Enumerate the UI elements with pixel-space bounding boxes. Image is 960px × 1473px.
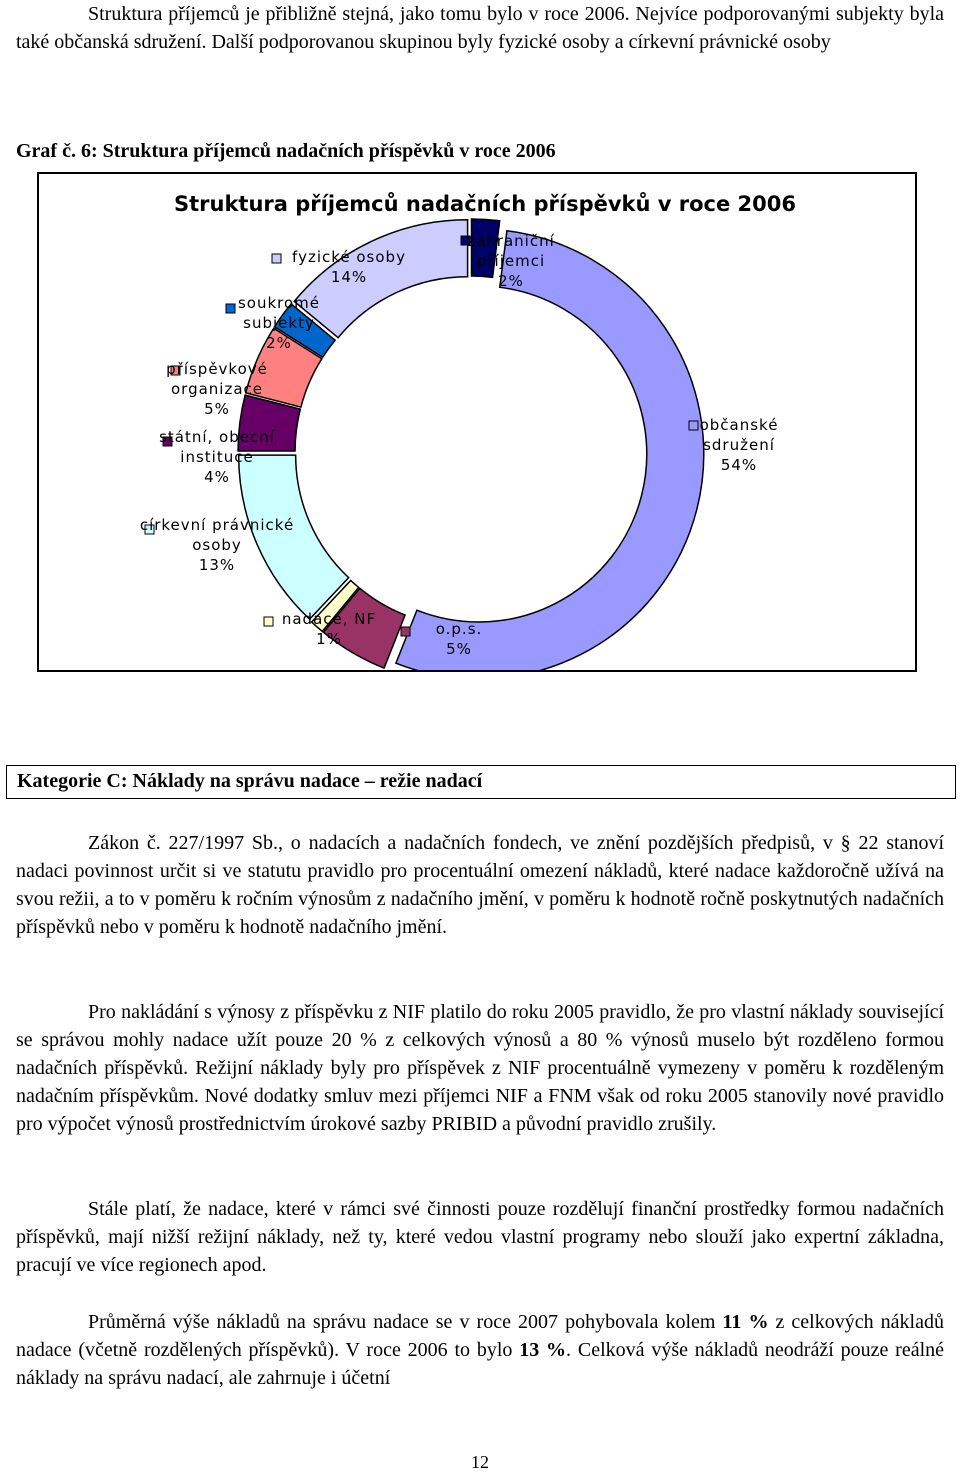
p4-value-2006: 13 %: [519, 1339, 567, 1361]
slice-label-5: státní, obecní: [159, 428, 275, 446]
slice-label-0: zahraniční: [467, 232, 555, 250]
graph-caption: Graf č. 6: Struktura příjemců nadačních příspěvků v roce 2006: [16, 140, 556, 162]
data-label-6: 5%: [204, 400, 230, 418]
data-label-1: 54%: [720, 456, 758, 474]
slice-label-8: fyzické osoby: [292, 248, 406, 266]
slice-label-7: soukromé: [237, 294, 321, 312]
slice-label-2: o.p.s.: [435, 620, 483, 638]
intro-paragraph: Struktura příjemců je přibližně stejná, jako tomu bylo v roce 2006. Nejvíce podporovanými subjekty byla také občanská sdružení. Další podporovanou skupinou byly fyzické osoby a církevní právnické osoby: [16, 3, 944, 53]
legend-swatch-3: [264, 617, 273, 626]
slice-label-6: organizace: [170, 380, 264, 398]
data-label-0: 2%: [498, 272, 524, 290]
p4-value-2007: 11 %: [722, 1311, 769, 1333]
p4-text-c: z celkových nákladů nadace (včetně rozdělených příspěvků). V roce 2006 to bylo: [16, 1311, 944, 1361]
p4-text-a: Průměrná výše nákladů na správu nadace se v roce 2007 pohybovala kolem: [88, 1311, 723, 1333]
slice-label-6: příspěvkové: [166, 360, 268, 378]
category-header: [6, 765, 956, 799]
slice-label-4: osoby: [192, 536, 242, 554]
slice-8: [294, 220, 467, 338]
legend-swatch-7: [226, 304, 235, 313]
legend-swatch-1: [689, 421, 698, 430]
slice-4: [239, 455, 349, 619]
data-label-3: 1%: [316, 630, 342, 648]
data-label-8: 14%: [330, 268, 368, 286]
paragraph-average: [16, 1308, 944, 1392]
paragraph-costs: Stále platí, že nadace, které v rámci své činnosti pouze rozdělují finanční prostředky formou nadačních příspěvků, mají nižší režijní náklady, než ty, které vedou vlastní programy nebo slouží jako expertní základna, pracují ve více regionech apod.: [16, 1198, 944, 1276]
p4-text-e: . Celková výše nákladů neodráží pouze reálné náklady na správu nadací, ale zahrnuje i účetní: [16, 1339, 945, 1389]
category-title: Kategorie C: Náklady na správu nadace – režie nadací: [17, 770, 483, 792]
chart-frame: [37, 172, 917, 672]
paragraph-nif: Pro nakládání s výnosy z příspěvku z NIF platilo do roku 2005 pravidlo, že pro vlastní náklady související se správou mohly nadace užít pouze 20 % z celkových výnosů a 80 % výnosů muselo být rozděleno formou nadačních příspěvků. Režijní náklady byly pro příspěvek z NIF procentuálně vymezeny v poměru k rozděleným nadačním příspěvkům. Nové dodatky smluv mezi příjemci NIF a FNM však od roku 2005 stanovily nové pravidlo pro výpočet výnosů prostřednictvím úrokové sazby PRIBID a původní pravidlo zrušily.: [16, 1001, 944, 1135]
slice-label-4: církevní právnické: [139, 516, 295, 534]
data-label-5: 4%: [204, 468, 230, 486]
slice-label-3: nadace, NF: [281, 610, 377, 628]
slice-label-1: občanské: [699, 416, 779, 434]
legend-swatch-8: [272, 254, 281, 263]
paragraph-law: Zákon č. 227/1997 Sb., o nadacích a nadačních fondech, ve znění pozdějších předpisů, v § 22 stanoví nadaci povinnost určit si ve statutu pravidlo pro procentuální omezení nákladů, které nadace každoročně užívá na svou režii, a to v poměru k ročním výnosům z nadačního jmění, v poměru k hodnotě ročně poskytnutých nadačních příspěvků nebo v poměru k hodnotě nadačního jmění.: [16, 832, 944, 938]
slice-label-0: příjemci: [476, 252, 546, 270]
data-label-2: 5%: [446, 640, 472, 658]
data-label-7: 2%: [266, 334, 292, 352]
legend-swatch-2: [401, 627, 410, 636]
donut-chart: [39, 174, 915, 670]
slice-label-5: instituce: [180, 448, 254, 466]
slice-label-1: sdružení: [703, 436, 775, 454]
data-label-4: 13%: [198, 556, 236, 574]
slice-label-7: subjekty: [243, 314, 315, 332]
page-number: 12: [471, 1452, 489, 1472]
chart-title: Struktura příjemců nadačních příspěvků v roce 2006: [173, 192, 797, 216]
slice-1: [396, 231, 704, 670]
